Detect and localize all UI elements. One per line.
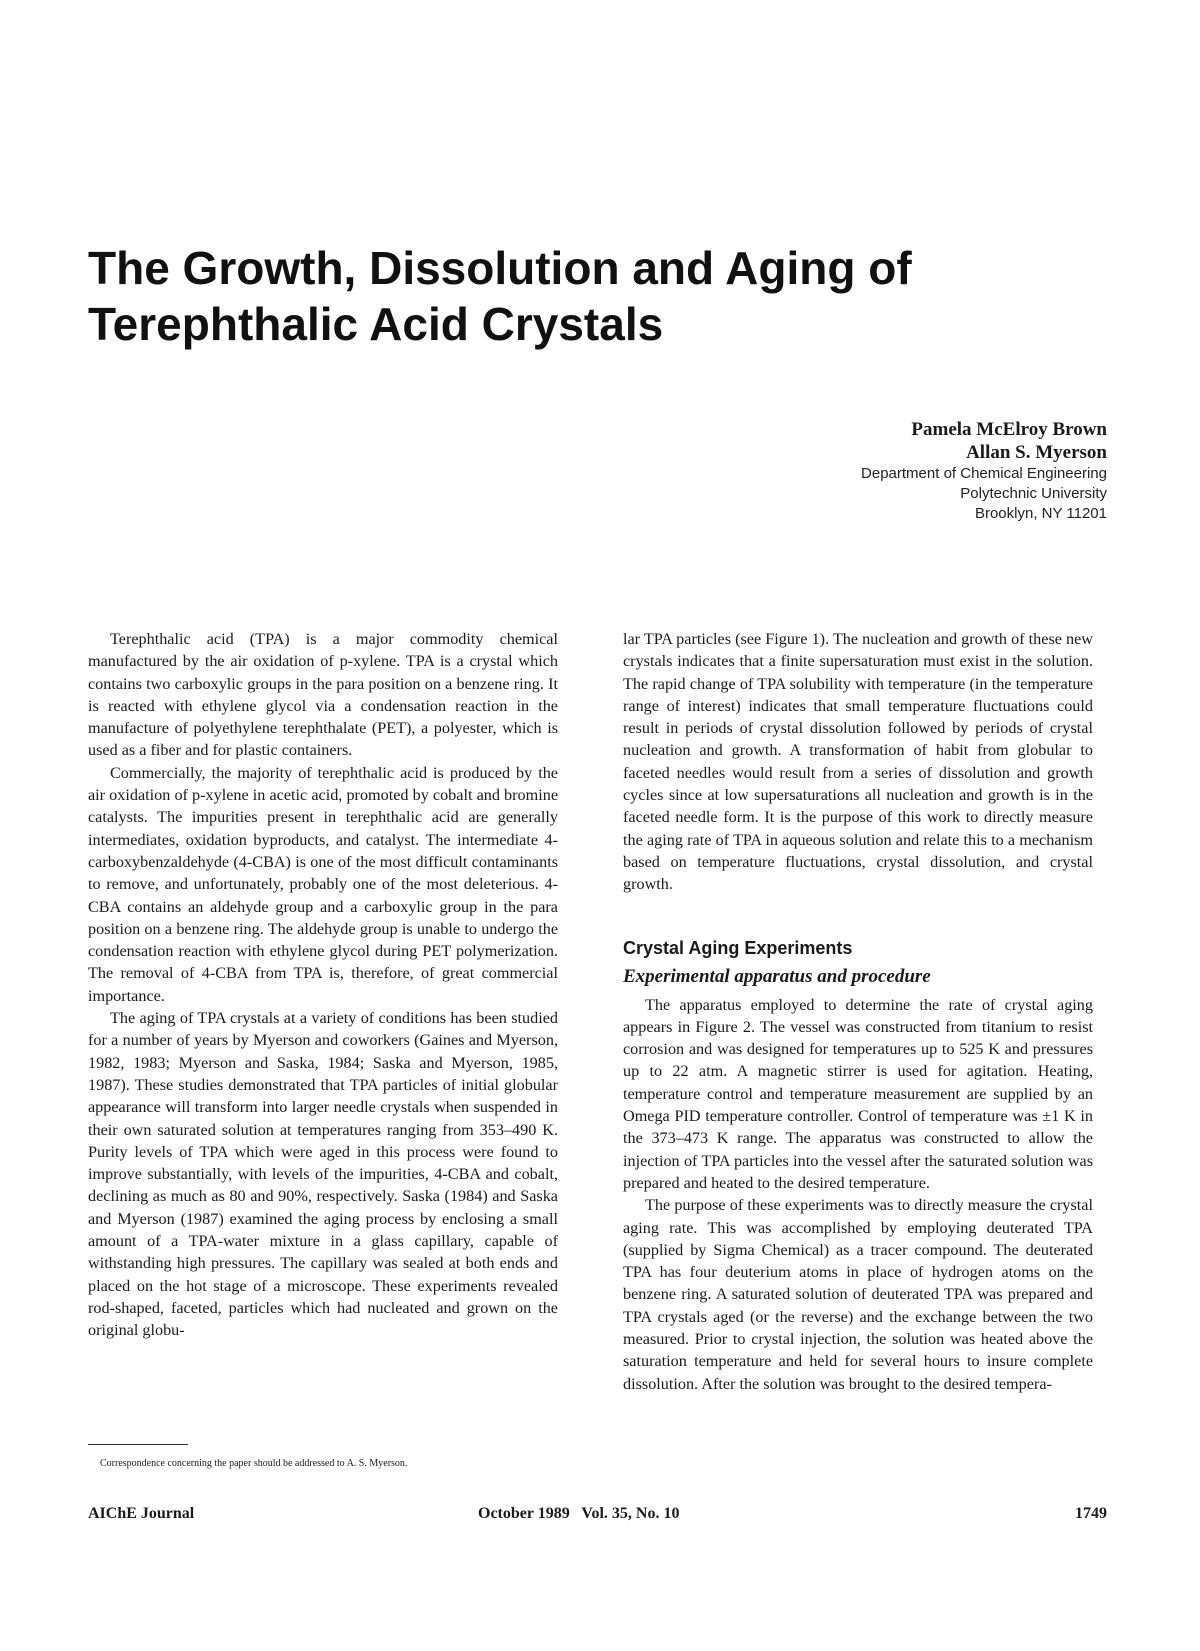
- affiliation-line: Brooklyn, NY 11201: [974, 505, 1107, 522]
- body-paragraph: lar TPA particles (see Figure 1). The nucleation and growth of these new crystals indicates that a finite supersaturation must exist in the solution. The rapid change of TPA solubility with temperature (in the temperature range of interest) indicates that small temperature fluctuations could result in periods of crystal dissolution followed by periods of crystal nucleation and growth. A transformation of habit from globular to faceted needles would result from a series of dissolution and growth cycles since at low supersaturations all nucleation and growth is in the faceted needle form. It is the purpose of this work to directly measure the aging rate of TPA in aqueous solution and relate this to a mechanism based on temperature fluctuations, crystal dissolution, and crystal growth.: [623, 630, 1093, 894]
- right-column: [623, 628, 1093, 1395]
- left-column: [88, 628, 558, 1342]
- subsection-heading: Experimental apparatus and procedure: [623, 965, 931, 987]
- affiliation-line: Department of Chemical Engineering: [861, 465, 1107, 482]
- footnote-divider: [88, 1444, 188, 1445]
- title-line-2: Terephthalic Acid Crystals: [88, 298, 664, 350]
- section-heading: Crystal Aging Experiments: [623, 937, 853, 958]
- author-name: Pamela McElroy Brown: [911, 419, 1107, 440]
- affiliation-line: Polytechnic University: [960, 485, 1107, 502]
- title-line-1: The Growth, Dissolution and Aging of: [88, 242, 912, 294]
- body-paragraph: The apparatus employed to determine the rate of crystal aging appears in Figure 2. The vessel was constructed from titanium to resist corrosion and was designed for temperatures up to 525 K and pressures up to 22 atm. A magnetic stirrer is used for agitation. Heating, temperature control and temperature measurement are supplied by an Omega PID temperature controller. Control of temperature was ±1 K in the 373–473 K range. The apparatus was constructed to allow the injection of TPA particles into the vessel after the saturated solution was prepared and heated to the desired temperature.: [623, 995, 1093, 1192]
- body-paragraph: The aging of TPA crystals at a variety of conditions has been studied for a number of years by Myerson and coworkers (Gaines and Myerson, 1982, 1983; Myerson and Saska, 1984; Saska and Myerson, 1985, 1987). These studies demonstrated that TPA particles of initial globular appearance will transform into larger needle crystals when suspended in their own saturated solution at temperatures ranging from 353–490 K. Purity levels of TPA which were aged in this process were found to improve substantially, with levels of the impurities, 4-CBA and cobalt, declining as much as 80 and 90%, respectively. Saska (1984) and Saska and Myerson (1987) examined the aging process by enclosing a small amount of a TPA-water mixture in a glass capillary, capable of withstanding high pressures. The capillary was sealed at both ends and placed on the hot stage of a microscope. These experiments revealed rod-shaped, faceted, particles which had nucleated and grown on the original globu-: [88, 1009, 558, 1340]
- paper-title: [88, 240, 1088, 352]
- footnote: Correspondence concerning the paper should be addressed to A. S. Myerson.: [100, 1458, 408, 1469]
- body-paragraph: The purpose of these experiments was to directly measure the crystal aging rate. This was accomplished by employing deuterated TPA (supplied by Sigma Chemical) as a tracer compound. The deuterated TPA has four deuterium atoms in place of hydrogen atoms on the benzene ring. A saturated solution of deuterated TPA was prepared and TPA crystals aged (or the reverse) and the exchange between the two measured. Prior to crystal injection, the solution was heated above the saturation temperature and held for several hours to insure complete dissolution. After the solution was brought to the desired tempera-: [623, 1196, 1093, 1393]
- body-paragraph: Commercially, the majority of terephthalic acid is produced by the air oxidation of p-xylene in acetic acid, promoted by cobalt and bromine catalysts. The impurities present in terephthalic acid are generally intermediates, oxidation byproducts, and catalyst. The intermediate 4-carboxybenzaldehyde (4-CBA) is one of the most difficult contaminants to remove, and unfortunately, probably one of the most deleterious. 4-CBA contains an aldehyde group and a carboxylic group in the para position on a benzene ring. The aldehyde group is unable to undergo the condensation reaction with ethylene glycol during PET polymerization. The removal of 4-CBA from TPA is, therefore, of great commercial importance.: [88, 763, 558, 1005]
- footer-issue: October 1989 Vol. 35, No. 10: [478, 1505, 680, 1522]
- body-paragraph: Terephthalic acid (TPA) is a major commodity chemical manufactured by the air oxidation of p-xylene. TPA is a crystal which contains two carboxylic groups in the para position on a benzene ring. It is reacted with ethylene glycol via a condensation reaction in the manufacture of polyethylene terephthalate (PET), a polyester, which is used as a fiber and for plastic containers.: [88, 630, 558, 760]
- footer-journal: AIChE Journal: [88, 1505, 195, 1522]
- author-block: [861, 418, 1107, 524]
- author-name: Allan S. Myerson: [966, 442, 1107, 463]
- footer-page-number: 1749: [1075, 1505, 1107, 1522]
